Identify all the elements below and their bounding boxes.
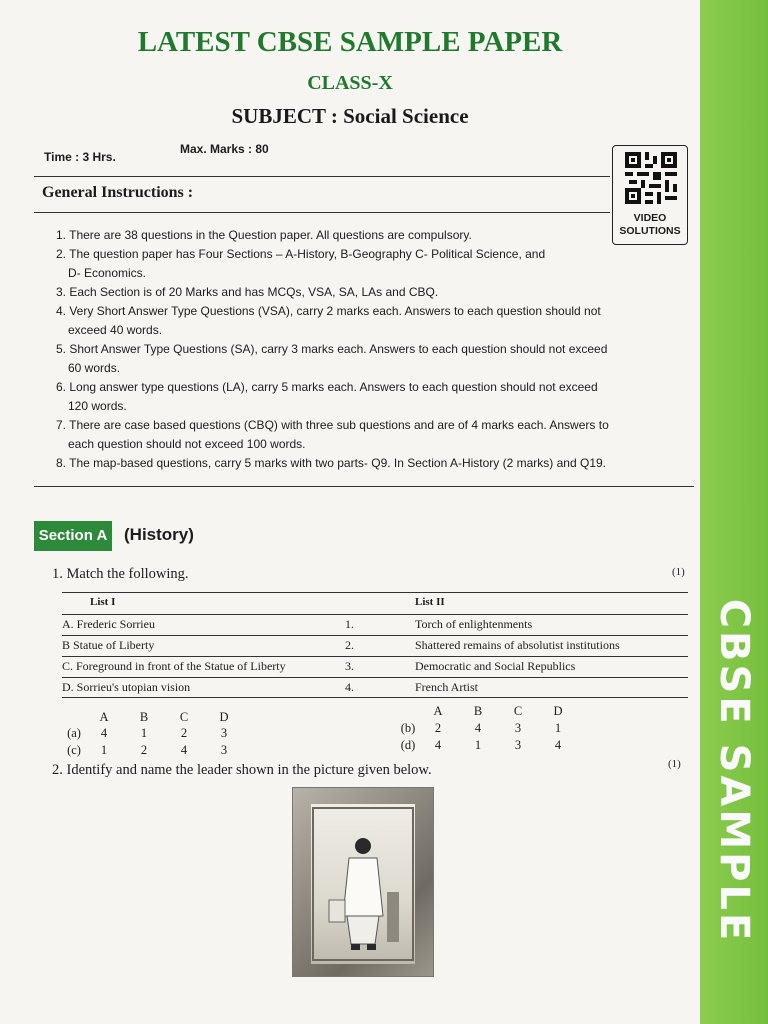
instructions-heading: General Instructions :: [42, 184, 194, 201]
table-rule: [62, 677, 688, 678]
table-rule: [62, 592, 688, 593]
option-a[interactable]: (a) 4 1 2 3: [67, 726, 228, 740]
time-label: Time : 3 Hrs.: [44, 150, 116, 164]
options-header-right: A B C D: [433, 704, 563, 718]
instruction-item: 1. There are 38 questions in the Question paper. All questions are compulsory.: [56, 228, 472, 242]
photo-frame: [311, 804, 415, 964]
table-rule: [62, 697, 688, 698]
sidebar-strip: [700, 0, 768, 1024]
sidebar-label-box: [706, 556, 762, 986]
list2-header: List II: [415, 596, 445, 608]
instruction-item: 5. Short Answer Type Questions (SA), carry 3 marks each. Answers to each question should not exceed: [56, 342, 608, 356]
instruction-item: 7. There are case based questions (CBQ) with three sub questions and are of 4 marks each. Answers to: [56, 418, 609, 432]
video-solutions-label: VIDEO SOLUTIONS: [619, 212, 681, 237]
table-row: A. Frederic Sorrieu 1. Torch of enlightenments: [62, 617, 533, 631]
instruction-item: 3. Each Section is of 20 Marks and has MCQs, VSA, SA, LAs and CBQ.: [56, 285, 439, 299]
table-rule: [62, 614, 688, 615]
instruction-item: 4. Very Short Answer Type Questions (VSA), carry 2 marks each. Answers to each question should not: [56, 304, 601, 318]
leader-figure-icon: [311, 804, 415, 964]
table-rule: [62, 656, 688, 657]
instruction-item: 6. Long answer type questions (LA), carry 5 marks each. Answers to each question should not exceed: [56, 380, 598, 394]
question-2-marks: (1): [668, 758, 681, 770]
question-1-marks: (1): [672, 566, 685, 578]
options-header-left: A B C D: [99, 710, 229, 724]
sidebar-label: CBSE SAMPLE: [711, 598, 757, 944]
instruction-item: exceed 40 words.: [68, 323, 163, 337]
table-row: D. Sorrieu's utopian vision 4. French Artist: [62, 680, 478, 694]
instruction-item: 8. The map-based questions, carry 5 marks with two parts- Q9. In Section A-History (2 marks) and Q19.: [56, 456, 606, 470]
section-badge: Section A: [34, 521, 112, 551]
qr-code-icon: [625, 152, 677, 204]
instruction-item: 2. The question paper has Four Sections – A-History, B-Geography C- Political Science, and: [56, 247, 546, 261]
question-1-text: 1. Match the following.: [52, 566, 189, 582]
instruction-item: D- Economics.: [68, 266, 147, 280]
option-b[interactable]: (b) 2 4 3 1: [400, 721, 562, 735]
question-2-text: 2. Identify and name the leader shown in the picture given below.: [52, 762, 432, 778]
table-header-row: [62, 596, 688, 616]
instruction-item: 120 words.: [68, 399, 127, 413]
video-solutions-box[interactable]: [612, 145, 688, 245]
section-title: (History): [124, 525, 194, 544]
max-marks-label: Max. Marks : 80: [180, 142, 269, 156]
option-d[interactable]: (d) 4 1 3 4: [400, 738, 562, 752]
divider: [34, 486, 694, 487]
leader-photo: [292, 787, 434, 977]
table-rule: [62, 635, 688, 636]
match-table: [62, 592, 688, 698]
table-row: B Statue of Liberty 2. Shattered remains of absolutist institutions: [62, 638, 620, 652]
class-label: CLASS-X: [307, 72, 393, 94]
table-row: C. Foreground in front of the Statue of Liberty 3. Democratic and Social Republics: [62, 659, 576, 673]
list1-header: List I: [90, 596, 116, 608]
subject-label: SUBJECT : Social Science: [231, 104, 469, 128]
paper-title: LATEST CBSE SAMPLE PAPER: [137, 26, 563, 58]
instruction-item: each question should not exceed 100 words.: [68, 437, 306, 451]
divider: [34, 212, 610, 213]
option-c[interactable]: (c) 1 2 4 3: [67, 743, 228, 757]
instruction-item: 60 words.: [68, 361, 121, 375]
divider: [34, 176, 610, 177]
